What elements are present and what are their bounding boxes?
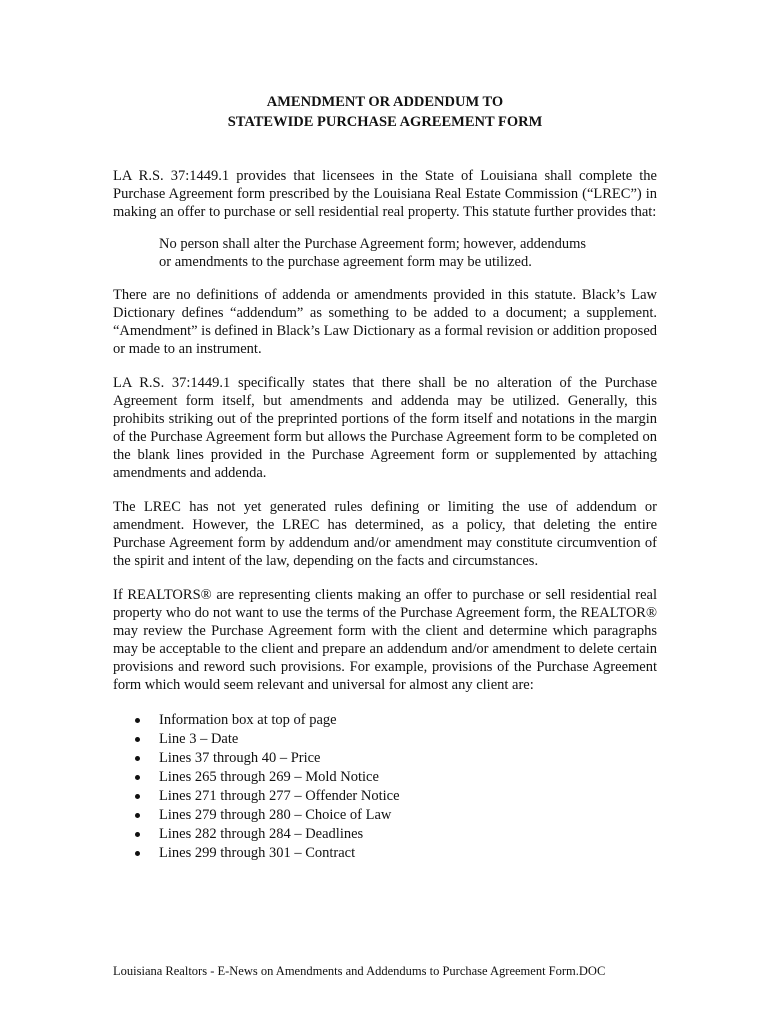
paragraph-statute-intro: LA R.S. 37:1449.1 provides that licensees in the State of Louisiana shall complete the Purchase Agreement form prescribed by the Louisiana Real Estate Commission (“LREC”) in making an offer to purchase or sell residential real property. This statute further provides that: [113, 168, 657, 220]
bullet-icon [135, 756, 140, 761]
list-item: Lines 271 through 277 – Offender Notice [113, 787, 657, 806]
bullet-icon [135, 718, 140, 723]
document-page [113, 92, 657, 863]
list-item: Lines 265 through 269 – Mold Notice [113, 768, 657, 787]
title-line-1: AMENDMENT OR ADDENDUM TO [266, 94, 504, 110]
bullet-icon [135, 737, 140, 742]
bullet-icon [135, 851, 140, 856]
provisions-list [113, 711, 657, 863]
paragraph-definitions: There are no definitions of addenda or amendments provided in this statute. Black’s Law Dictionary defines “addendum” as something to be added to a document; a supplement. “Amendment” is defined in Black’s Law Dictionary as a formal revision or addition proposed or made to an instrument. [113, 287, 658, 357]
bullet-icon [135, 832, 140, 837]
bullet-icon [135, 794, 140, 799]
paragraph-lrec-policy: The LREC has not yet generated rules defining or limiting the use of addendum or amendment. However, the LREC has determined, as a policy, that deleting the entire Purchase Agreement form by addendum and/or amendment may constitute circumvention of the spirit and intent of the law, depending on the facts and circumstances. [113, 499, 657, 569]
page-footer: Louisiana Realtors - E-News on Amendments and Addendums to Purchase Agreement Form.DOC [113, 964, 606, 978]
quote-line-2: or amendments to the purchase agreement form may be utilized. [159, 254, 532, 270]
list-item: Lines 279 through 280 – Choice of Law [113, 806, 657, 825]
statute-quote [159, 235, 657, 271]
list-item: Lines 37 through 40 – Price [113, 749, 657, 768]
title-line-2: STATEWIDE PURCHASE AGREEMENT FORM [227, 114, 543, 130]
list-item: Information box at top of page [113, 711, 657, 730]
list-item: Line 3 – Date [113, 730, 657, 749]
document-title [113, 92, 657, 132]
bullet-icon [135, 775, 140, 780]
paragraph-realtors: If REALTORS® are representing clients making an offer to purchase or sell residential real property who do not want to use the terms of the Purchase Agreement form, the REALTOR® may review the Purchase Agreement form with the client and determine which paragraphs may be acceptable to the client and prepare an addendum and/or amendment to delete certain provisions and reword such provisions. For example, provisions of the Purchase Agreement form which would seem relevant and universal for almost any client are: [113, 587, 657, 693]
bullet-icon [135, 813, 140, 818]
quote-line-1: No person shall alter the Purchase Agreement form; however, addendums [159, 236, 587, 252]
list-item: Lines 282 through 284 – Deadlines [113, 825, 657, 844]
paragraph-alteration: LA R.S. 37:1449.1 specifically states that there shall be no alteration of the Purchase Agreement form itself, but amendments and addenda may be utilized. Generally, this prohibits striking out of the preprinted portions of the form itself and notations in the margin of the Purchase Agreement form but allows the Purchase Agreement form to be completed on the blank lines provided in the Purchase Agreement form or supplemented by attaching amendments and addenda. [113, 375, 657, 481]
list-item: Lines 299 through 301 – Contract [113, 844, 657, 863]
